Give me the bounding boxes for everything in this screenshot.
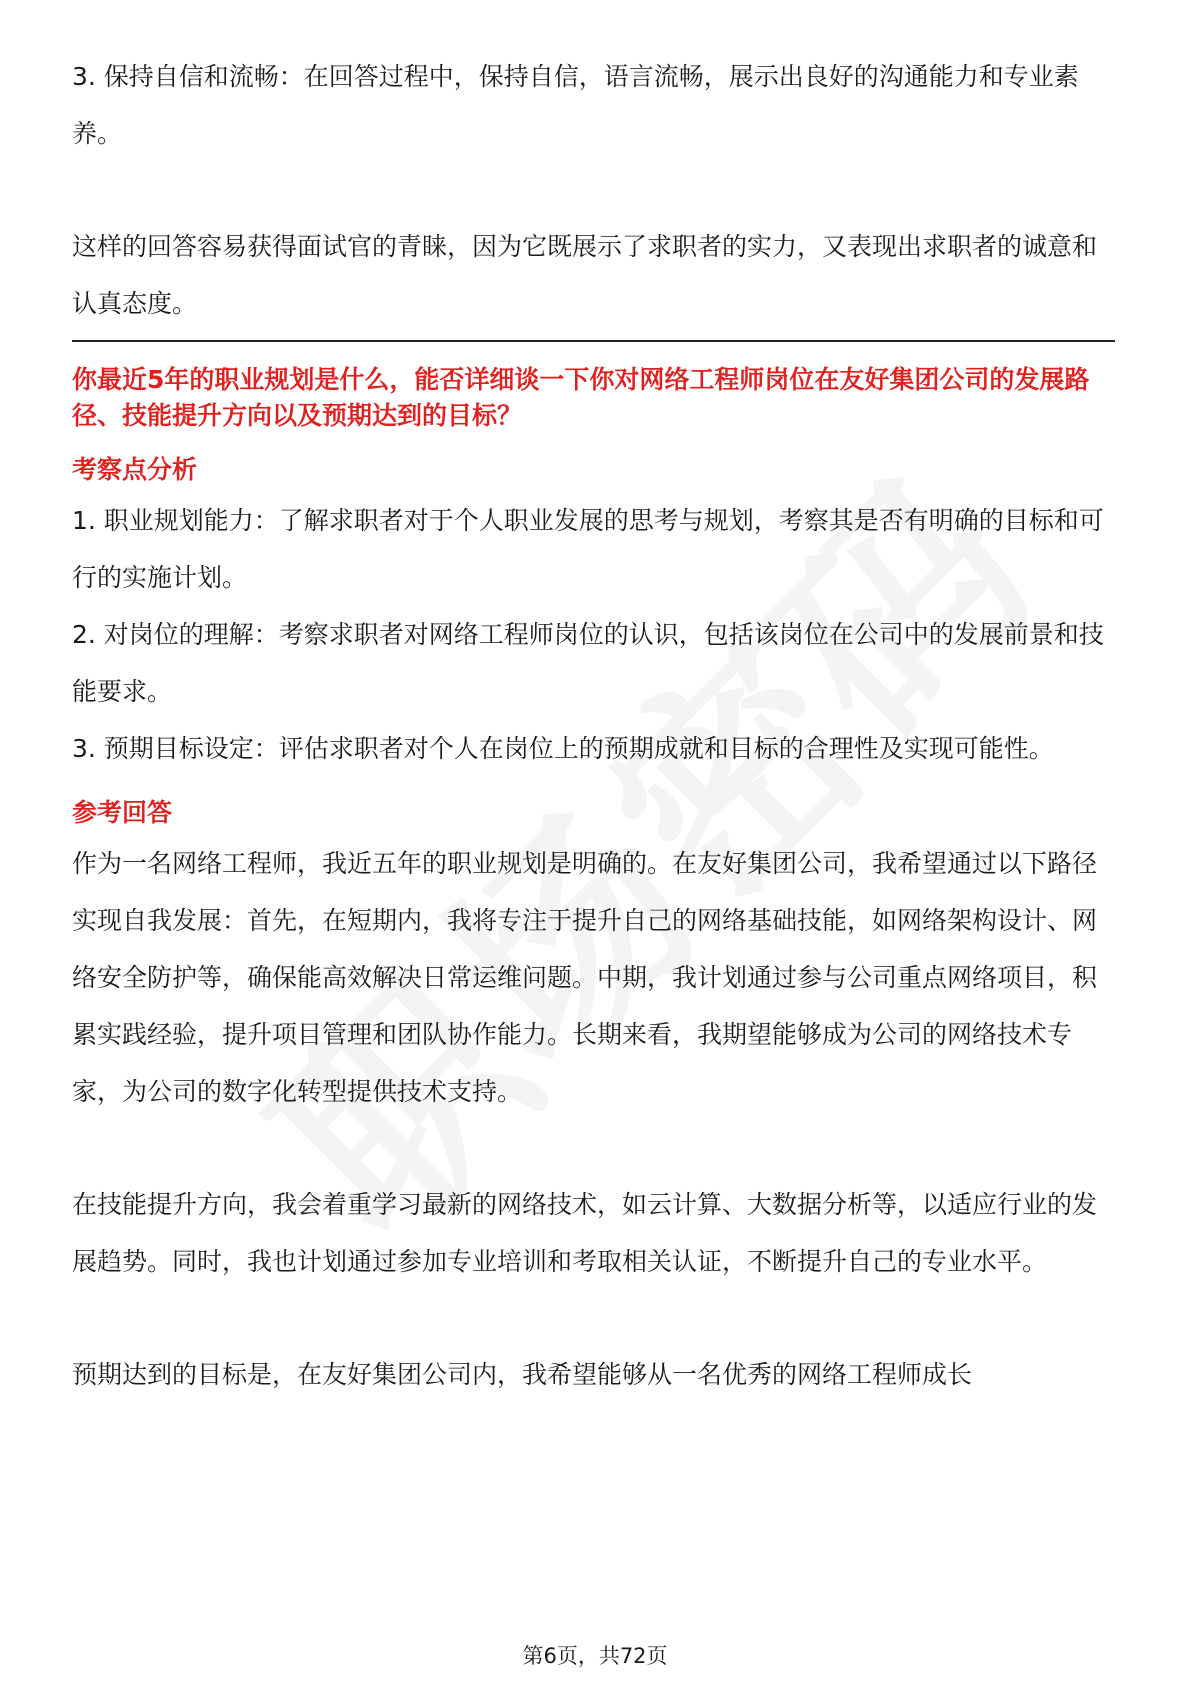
analysis-item-1: 1. 职业规划能力：了解求职者对于个人职业发展的思考与规划，考察其是否有明确的目标和可行的实施计划。	[72, 506, 1104, 592]
analysis-item-3: 3. 预期目标设定：评估求职者对个人在岗位上的预期成就和目标的合理性及实现可能性。	[72, 734, 1054, 763]
question-title: 你最近5年的职业规划是什么，能否详细谈一下你对网络工程师岗位在友好集团公司的发展路径、技能提升方向以及预期达到的目标？	[72, 365, 1090, 430]
page-number: 第6页，共72页	[522, 1644, 668, 1668]
analysis-heading: 考察点分析	[72, 455, 198, 484]
answer-paragraph-1: 作为一名网络工程师，我近五年的职业规划是明确的。在友好集团公司，我希望通过以下路径实现自我发展：首先，在短期内，我将专注于提升自己的网络基础技能，如网络架构设计、网络安全防护等，确保能高效解决日常运维问题。中期，我计划通过参与公司重点网络项目，积累实践经验，提升项目管理和团队协作能力。长期来看，我期望能够成为公司的网络技术专家，为公司的数字化转型提供技术支持。	[72, 849, 1098, 1106]
spacer	[72, 1290, 1117, 1346]
answer-heading: 参考回答	[72, 798, 173, 827]
analysis-item-2: 2. 对岗位的理解：考察求职者对网络工程师岗位的认识，包括该岗位在公司中的发展前景和技能要求。	[72, 620, 1104, 706]
page-content	[72, 48, 1117, 1403]
spacer	[72, 1120, 1117, 1176]
spacer	[72, 162, 1117, 218]
section-divider	[72, 340, 1115, 342]
answer-paragraph-3: 预期达到的目标是，在友好集团公司内，我希望能够从一名优秀的网络工程师成长	[72, 1360, 973, 1389]
intro-summary: 这样的回答容易获得面试官的青睐，因为它既展示了求职者的实力，又表现出求职者的诚意和认真态度。	[72, 232, 1098, 318]
intro-item-3: 3. 保持自信和流畅：在回答过程中，保持自信，语言流畅，展示出良好的沟通能力和专业素养。	[72, 62, 1079, 148]
answer-paragraph-2: 在技能提升方向，我会着重学习最新的网络技术，如云计算、大数据分析等，以适应行业的发展趋势。同时，我也计划通过参加专业培训和考取相关认证，不断提升自己的专业水平。	[72, 1190, 1098, 1276]
